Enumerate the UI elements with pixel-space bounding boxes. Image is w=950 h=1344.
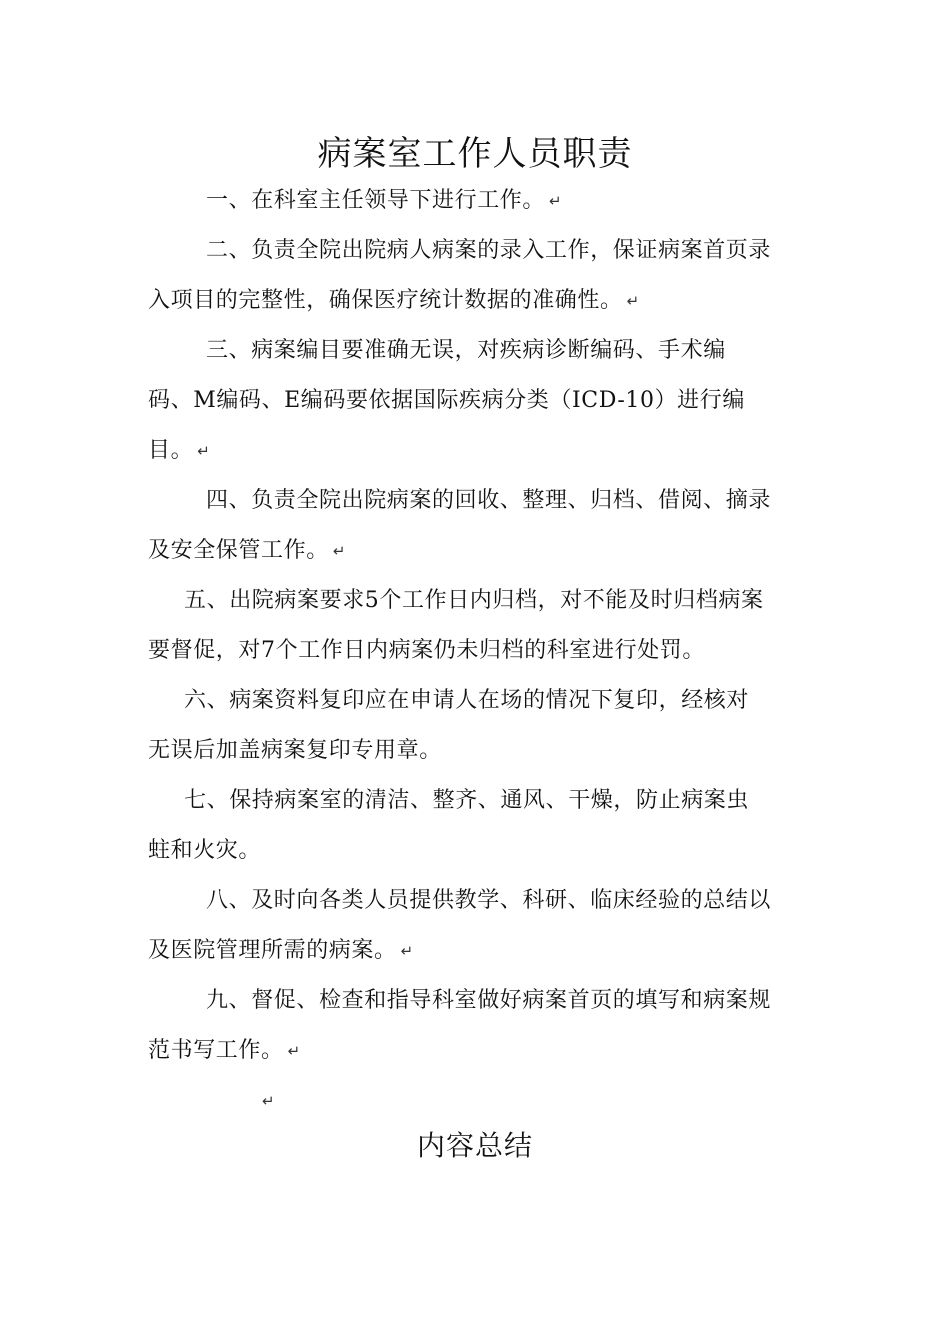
- item-3-line-3: 目。 ↵: [148, 436, 210, 466]
- item-3-line-2: 码、M编码、E编码要依据国际疾病分类（ICD-10）进行编: [148, 388, 745, 413]
- item-9-line-2: 范书写工作。 ↵: [148, 1036, 301, 1066]
- item-4-line-2: 及安全保管工作。 ↵: [148, 536, 346, 566]
- item-4-line-1: 四、负责全院出院病案的回收、整理、归档、借阅、摘录: [206, 488, 772, 513]
- document-title: 病案室工作人员职责: [317, 134, 633, 174]
- paragraph-mark-icon: ↵: [626, 292, 640, 310]
- paragraph-mark-icon: ↵: [332, 542, 346, 560]
- item-8-line-2: 及医院管理所需的病案。 ↵: [148, 936, 414, 966]
- item-7-line-2: 蛀和火灾。: [148, 838, 262, 863]
- item-3-line-1: 三、病案编目要准确无误，对疾病诊断编码、手术编: [206, 338, 726, 363]
- item-5-line-2: 要督促，对7个工作日内病案仍未归档的科室进行处罚。: [148, 638, 705, 663]
- paragraph-mark-icon: ↵: [549, 192, 563, 210]
- item-6-line-2: 无误后加盖病案复印专用章。: [148, 738, 442, 763]
- item-9-line-1: 九、督促、检查和指导科室做好病案首页的填写和病案规: [206, 988, 772, 1013]
- item-2-line-1: 二、负责全院出院病人病案的录入工作，保证病案首页录: [206, 238, 772, 263]
- paragraph-mark-icon: ↵: [262, 1092, 276, 1110]
- paragraph-mark-icon: ↵: [287, 1042, 301, 1060]
- paragraph-mark-icon: ↵: [400, 942, 414, 960]
- paragraph-mark-icon: ↵: [197, 442, 211, 460]
- item-6-line-1: 六、病案资料复印应在申请人在场的情况下复印，经核对: [184, 688, 750, 713]
- item-8-line-1: 八、及时向各类人员提供教学、科研、临床经验的总结以: [206, 888, 772, 913]
- item-2-line-2: 入项目的完整性，确保医疗统计数据的准确性。 ↵: [148, 286, 640, 316]
- item-1-line-1: 一、在科室主任领导下进行工作。 ↵: [206, 186, 562, 216]
- item-7-line-1: 七、保持病案室的清洁、整齐、通风、干燥，防止病案虫: [184, 788, 750, 813]
- empty-paragraph: [262, 1086, 275, 1116]
- item-5-line-1: 五、出院病案要求5个工作日内归档，对不能及时归档病案: [184, 588, 764, 613]
- summary-heading: 内容总结: [416, 1129, 533, 1162]
